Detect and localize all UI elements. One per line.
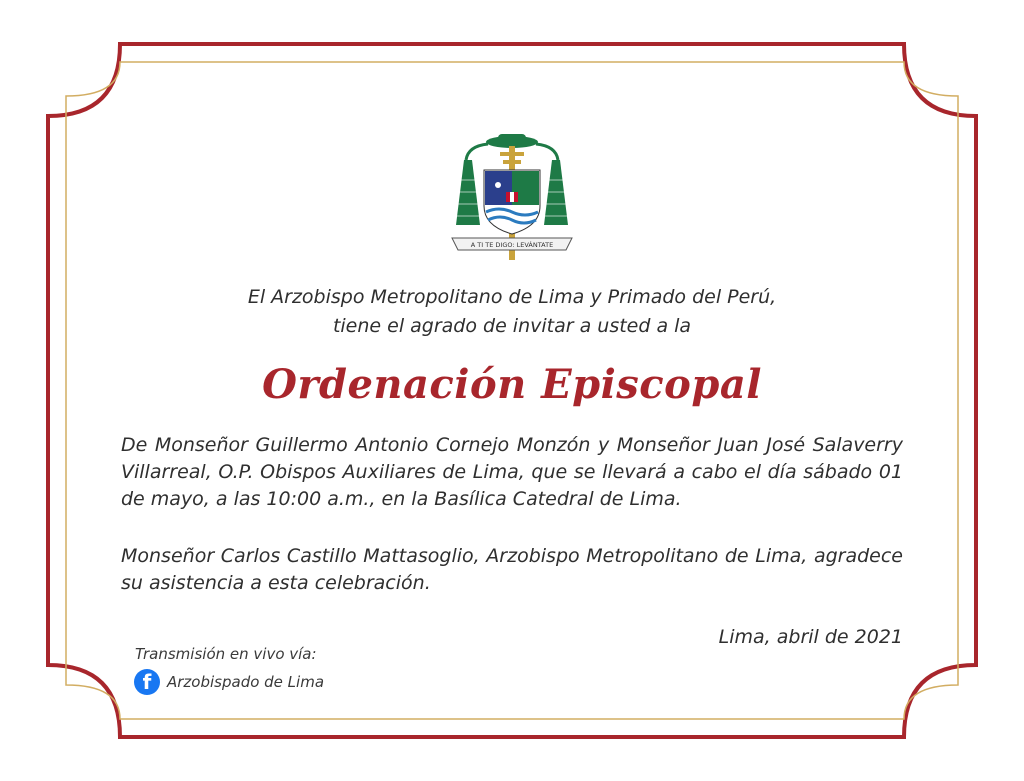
date-line: Lima, abril de 2021 (718, 626, 903, 648)
facebook-icon: f (134, 669, 160, 695)
invitation-intro (0, 283, 1024, 341)
stream-label: Transmisión en vivo vía: (135, 645, 317, 663)
motto-text: A TI TE DIGO: LEVÁNTATE (470, 241, 554, 249)
body-paragraph-1: De Monseñor Guillermo Antonio Cornejo Monzón y Monseñor Juan José Salaverry Villarreal, O.P. Obispos Auxiliares de Lima, que se llevará a cabo el día sábado 01 de mayo, a las 10:00 a.m., en la Basílica Catedral de Lima. (121, 434, 903, 510)
intro-line-2: tiene el agrado de invitar a usted a la (332, 315, 692, 337)
event-title: Ordenación Episcopal (262, 361, 762, 408)
facebook-link[interactable] (134, 669, 324, 695)
coat-of-arms (450, 130, 574, 262)
intro-line-1: El Arzobispo Metropolitano de Lima y Primado del Perú, (247, 286, 777, 308)
facebook-page-name: Arzobispado de Lima (167, 673, 325, 691)
body-paragraph-2: Monseñor Carlos Castillo Mattasoglio, Arzobispo Metropolitano de Lima, agradece su asistencia a esta celebración. (121, 545, 903, 594)
